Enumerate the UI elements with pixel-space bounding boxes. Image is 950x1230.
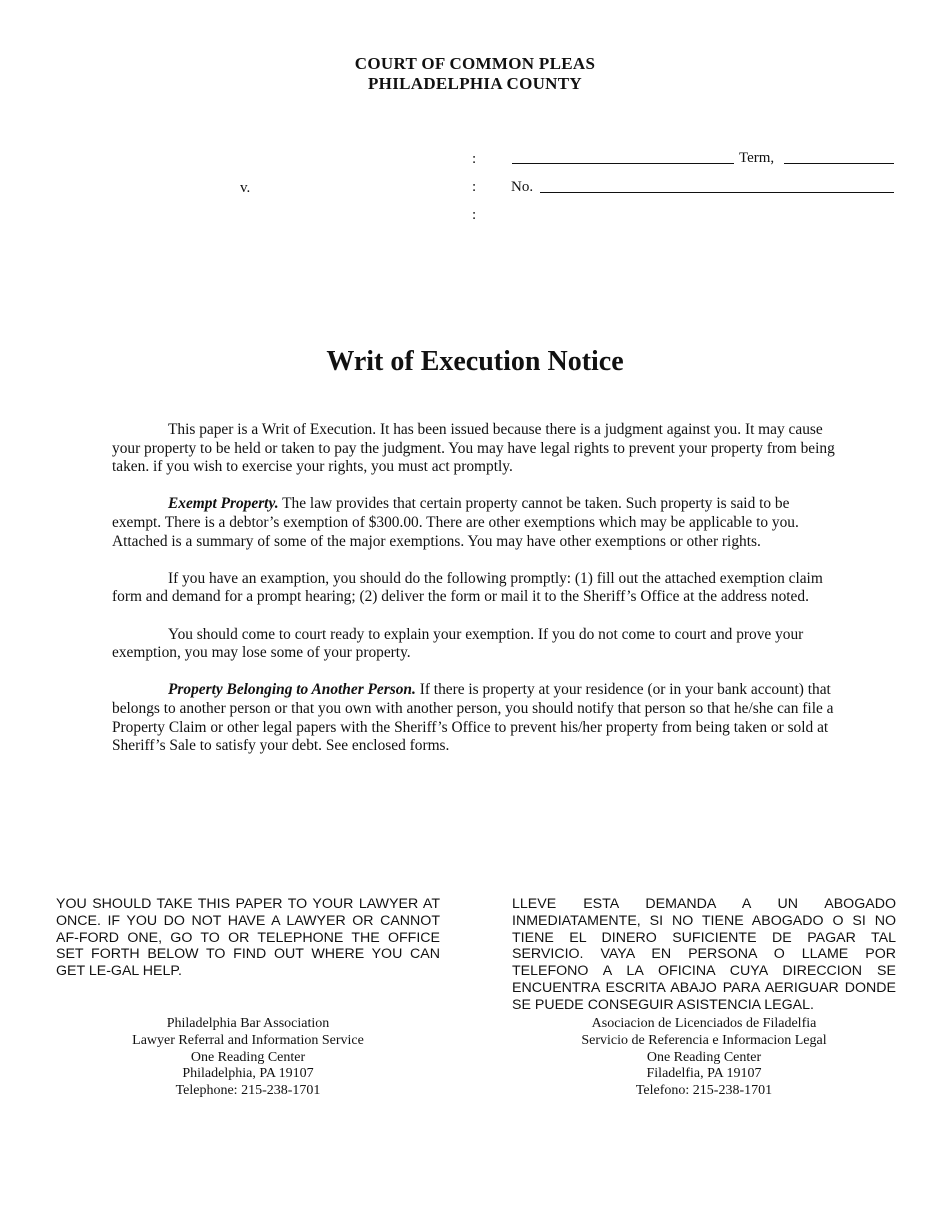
address-es-line-3: One Reading Center [646, 1049, 762, 1065]
term-field[interactable] [784, 163, 894, 164]
address-en-line-2: Lawyer Referral and Information Service [132, 1032, 364, 1048]
notice-body [112, 421, 838, 774]
paragraph-court: You should come to court ready to explain your exemption. If you do not come to court and prove your exemption, you may lose some of your property. [112, 625, 804, 662]
lawyer-notice-spanish: LLEVE ESTA DEMANDA A UN ABOGADO INMEDIATAMENTE, SI NO TIENE ABOGADO O SI NO TIENE EL DINERO SUFICIENTE DE PAGAR TAL SERVICIO. VAYA EN PERSONA O LLAME POR TELEFONO A LA OFICINA CUYA DIRECCION SE ENCUENTRA ESCRITA ABAJO PARA AERIGUAR DONDE SE PUEDE CONSEGUIR ASISTENCIA LEGAL. [512, 896, 896, 1013]
caption-colon-2: : [472, 179, 477, 195]
paragraph-exempt-property [112, 495, 838, 551]
county-name: PHILADELPHIA COUNTY [368, 74, 582, 93]
address-es-line-1: Asociacion de Licenciados de Filadelfia [591, 1016, 817, 1031]
court-header [0, 54, 950, 94]
paragraph-another-person [112, 681, 838, 755]
another-person-heading: Property Belonging to Another Person. [168, 681, 416, 699]
address-block-english [56, 1016, 440, 1100]
case-number-label: No. [511, 179, 534, 195]
term-year-field[interactable] [512, 163, 734, 164]
document-title: Writ of Execution Notice [326, 346, 624, 377]
address-en-line-1: Philadelphia Bar Association [166, 1016, 330, 1031]
versus-label: v. [240, 180, 251, 196]
paragraph-writ: This paper is a Writ of Execution. It has been issued because there is a judgment against you. It may cause your property to be held or taken to pay the judgment. You may have legal rights to prevent your property from being taken. if you wish to exercise your rights, you must act promptly. [112, 421, 835, 476]
address-en-line-3: One Reading Center [190, 1049, 306, 1065]
address-es-line-2: Servicio de Referencia e Informacion Legal [581, 1032, 827, 1048]
another-person-text: If there is property at your residence (or in your bank account) that belongs to another person or that you own with another person, you should notify that person so that he/she can file a Property Claim or other legal papers with the Sheriff’s Office to prevent his/her property from being taken or sold at Sheriff’s Sale to satisfy your debt. See enclosed forms. [112, 681, 834, 755]
caption-colon-3: : [472, 207, 477, 223]
address-es-line-4: Filadelfia, PA 19107 [646, 1066, 762, 1082]
caption-colon-1: : [472, 151, 477, 167]
exempt-property-heading: Exempt Property. [168, 495, 279, 513]
paragraph-exemption-steps: If you have an examption, you should do the following promptly: (1) fill out the attached exemption claim form and demand for a prompt hearing; (2) deliver the form or mail it to the Sheriff’s Office at the address noted. [112, 569, 823, 606]
case-number-field[interactable] [540, 192, 894, 193]
exempt-property-text: The law provides that certain property cannot be taken. Such property is said to be exempt. There is a debtor’s exemption of $300.00. There are other exemptions which may be applicable to you. Attached is a summary of some of the major exemptions. You may have other exemptions or other rights. [112, 495, 799, 550]
lawyer-notice-english: YOU SHOULD TAKE THIS PAPER TO YOUR LAWYER AT ONCE. IF YOU DO NOT HAVE A LAWYER OR CANNOT AF-FORD ONE, GO TO OR TELEPHONE THE OFFICE SET FORTH BELOW TO FIND OUT WHERE YOU CAN GET LE-GAL HELP. [56, 896, 440, 980]
term-label: Term, [739, 150, 775, 166]
court-name: COURT OF COMMON PLEAS [354, 54, 596, 73]
address-es-phone: Telefono: 215-238-1701 [635, 1083, 773, 1099]
address-en-phone: Telephone: 215-238-1701 [175, 1083, 321, 1099]
address-block-spanish [512, 1016, 896, 1100]
address-en-line-4: Philadelphia, PA 19107 [182, 1066, 314, 1082]
